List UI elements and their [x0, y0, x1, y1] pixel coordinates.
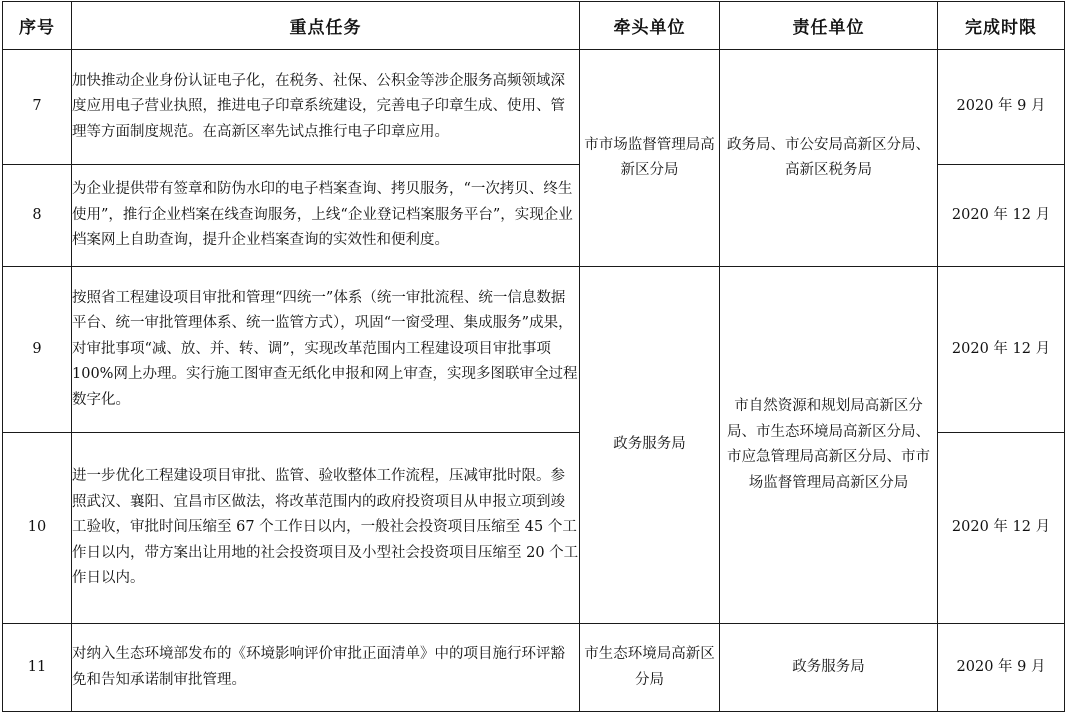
row-number: 11 — [3, 624, 72, 712]
header-responsible-unit: 责任单位 — [720, 2, 938, 50]
header-row — [3, 2, 1065, 50]
responsible-unit: 政务服务局 — [720, 624, 938, 712]
header-task: 重点任务 — [72, 2, 580, 50]
row-number: 8 — [3, 165, 72, 267]
responsible-unit: 政务局、市公安局高新区分局、高新区税务局 — [720, 50, 938, 267]
table-row — [3, 50, 1065, 165]
header-no: 序号 — [3, 2, 72, 50]
header-lead-unit: 牵头单位 — [580, 2, 720, 50]
task-text: 加快推动企业身份认证电子化，在税务、社保、公积金等涉企服务高频领域深度应用电子营业执照，推进电子印章系统建设，完善电子印章生成、使用、管理等方面制度规范。在高新区率先试点推行电子印章应用。 — [72, 50, 580, 165]
header-deadline: 完成时限 — [938, 2, 1065, 50]
deadline: 2020 年 9 月 — [938, 50, 1065, 165]
lead-unit: 政务服务局 — [580, 267, 720, 624]
task-text: 为企业提供带有签章和防伪水印的电子档案查询、拷贝服务，“一次拷贝、终生使用”，推行企业档案在线查询服务，上线“企业登记档案服务平台”，实现企业档案网上自助查询，提升企业档案查询的实效性和便利度。 — [72, 165, 580, 267]
task-table — [2, 1, 1065, 712]
deadline: 2020 年 9 月 — [938, 624, 1065, 712]
deadline: 2020 年 12 月 — [938, 433, 1065, 624]
lead-unit: 市生态环境局高新区分局 — [580, 624, 720, 712]
table-row — [3, 624, 1065, 712]
row-number: 10 — [3, 433, 72, 624]
task-text: 对纳入生态环境部发布的《环境影响评价审批正面清单》中的项目施行环评豁免和告知承诺制审批管理。 — [72, 624, 580, 712]
responsible-unit: 市自然资源和规划局高新区分局、市生态环境局高新区分局、市应急管理局高新区分局、市市场监督管理局高新区分局 — [720, 267, 938, 624]
deadline: 2020 年 12 月 — [938, 165, 1065, 267]
lead-unit: 市市场监督管理局高新区分局 — [580, 50, 720, 267]
deadline: 2020 年 12 月 — [938, 267, 1065, 433]
task-text: 按照省工程建设项目审批和管理“四统一”体系（统一审批流程、统一信息数据平台、统一审批管理体系、统一监管方式），巩固“一窗受理、集成服务”成果，对审批事项“减、放、并、转、调”，实现改革范围内工程建设项目审批事项100%网上办理。实行施工图审查无纸化申报和网上审查，实现多图联审全过程数字化。 — [72, 267, 580, 433]
task-text: 进一步优化工程建设项目审批、监管、验收整体工作流程，压减审批时限。参照武汉、襄阳、宜昌市区做法，将改革范围内的政府投资项目从申报立项到竣工验收，审批时间压缩至 67 个工作日以内，一般社会投资项目压缩至 45 个工作日以内，带方案出让用地的社会投资项目及小型社会投资项目压缩至 20 个工作日以内。 — [72, 433, 580, 624]
row-number: 9 — [3, 267, 72, 433]
table-row — [3, 267, 1065, 433]
row-number: 7 — [3, 50, 72, 165]
